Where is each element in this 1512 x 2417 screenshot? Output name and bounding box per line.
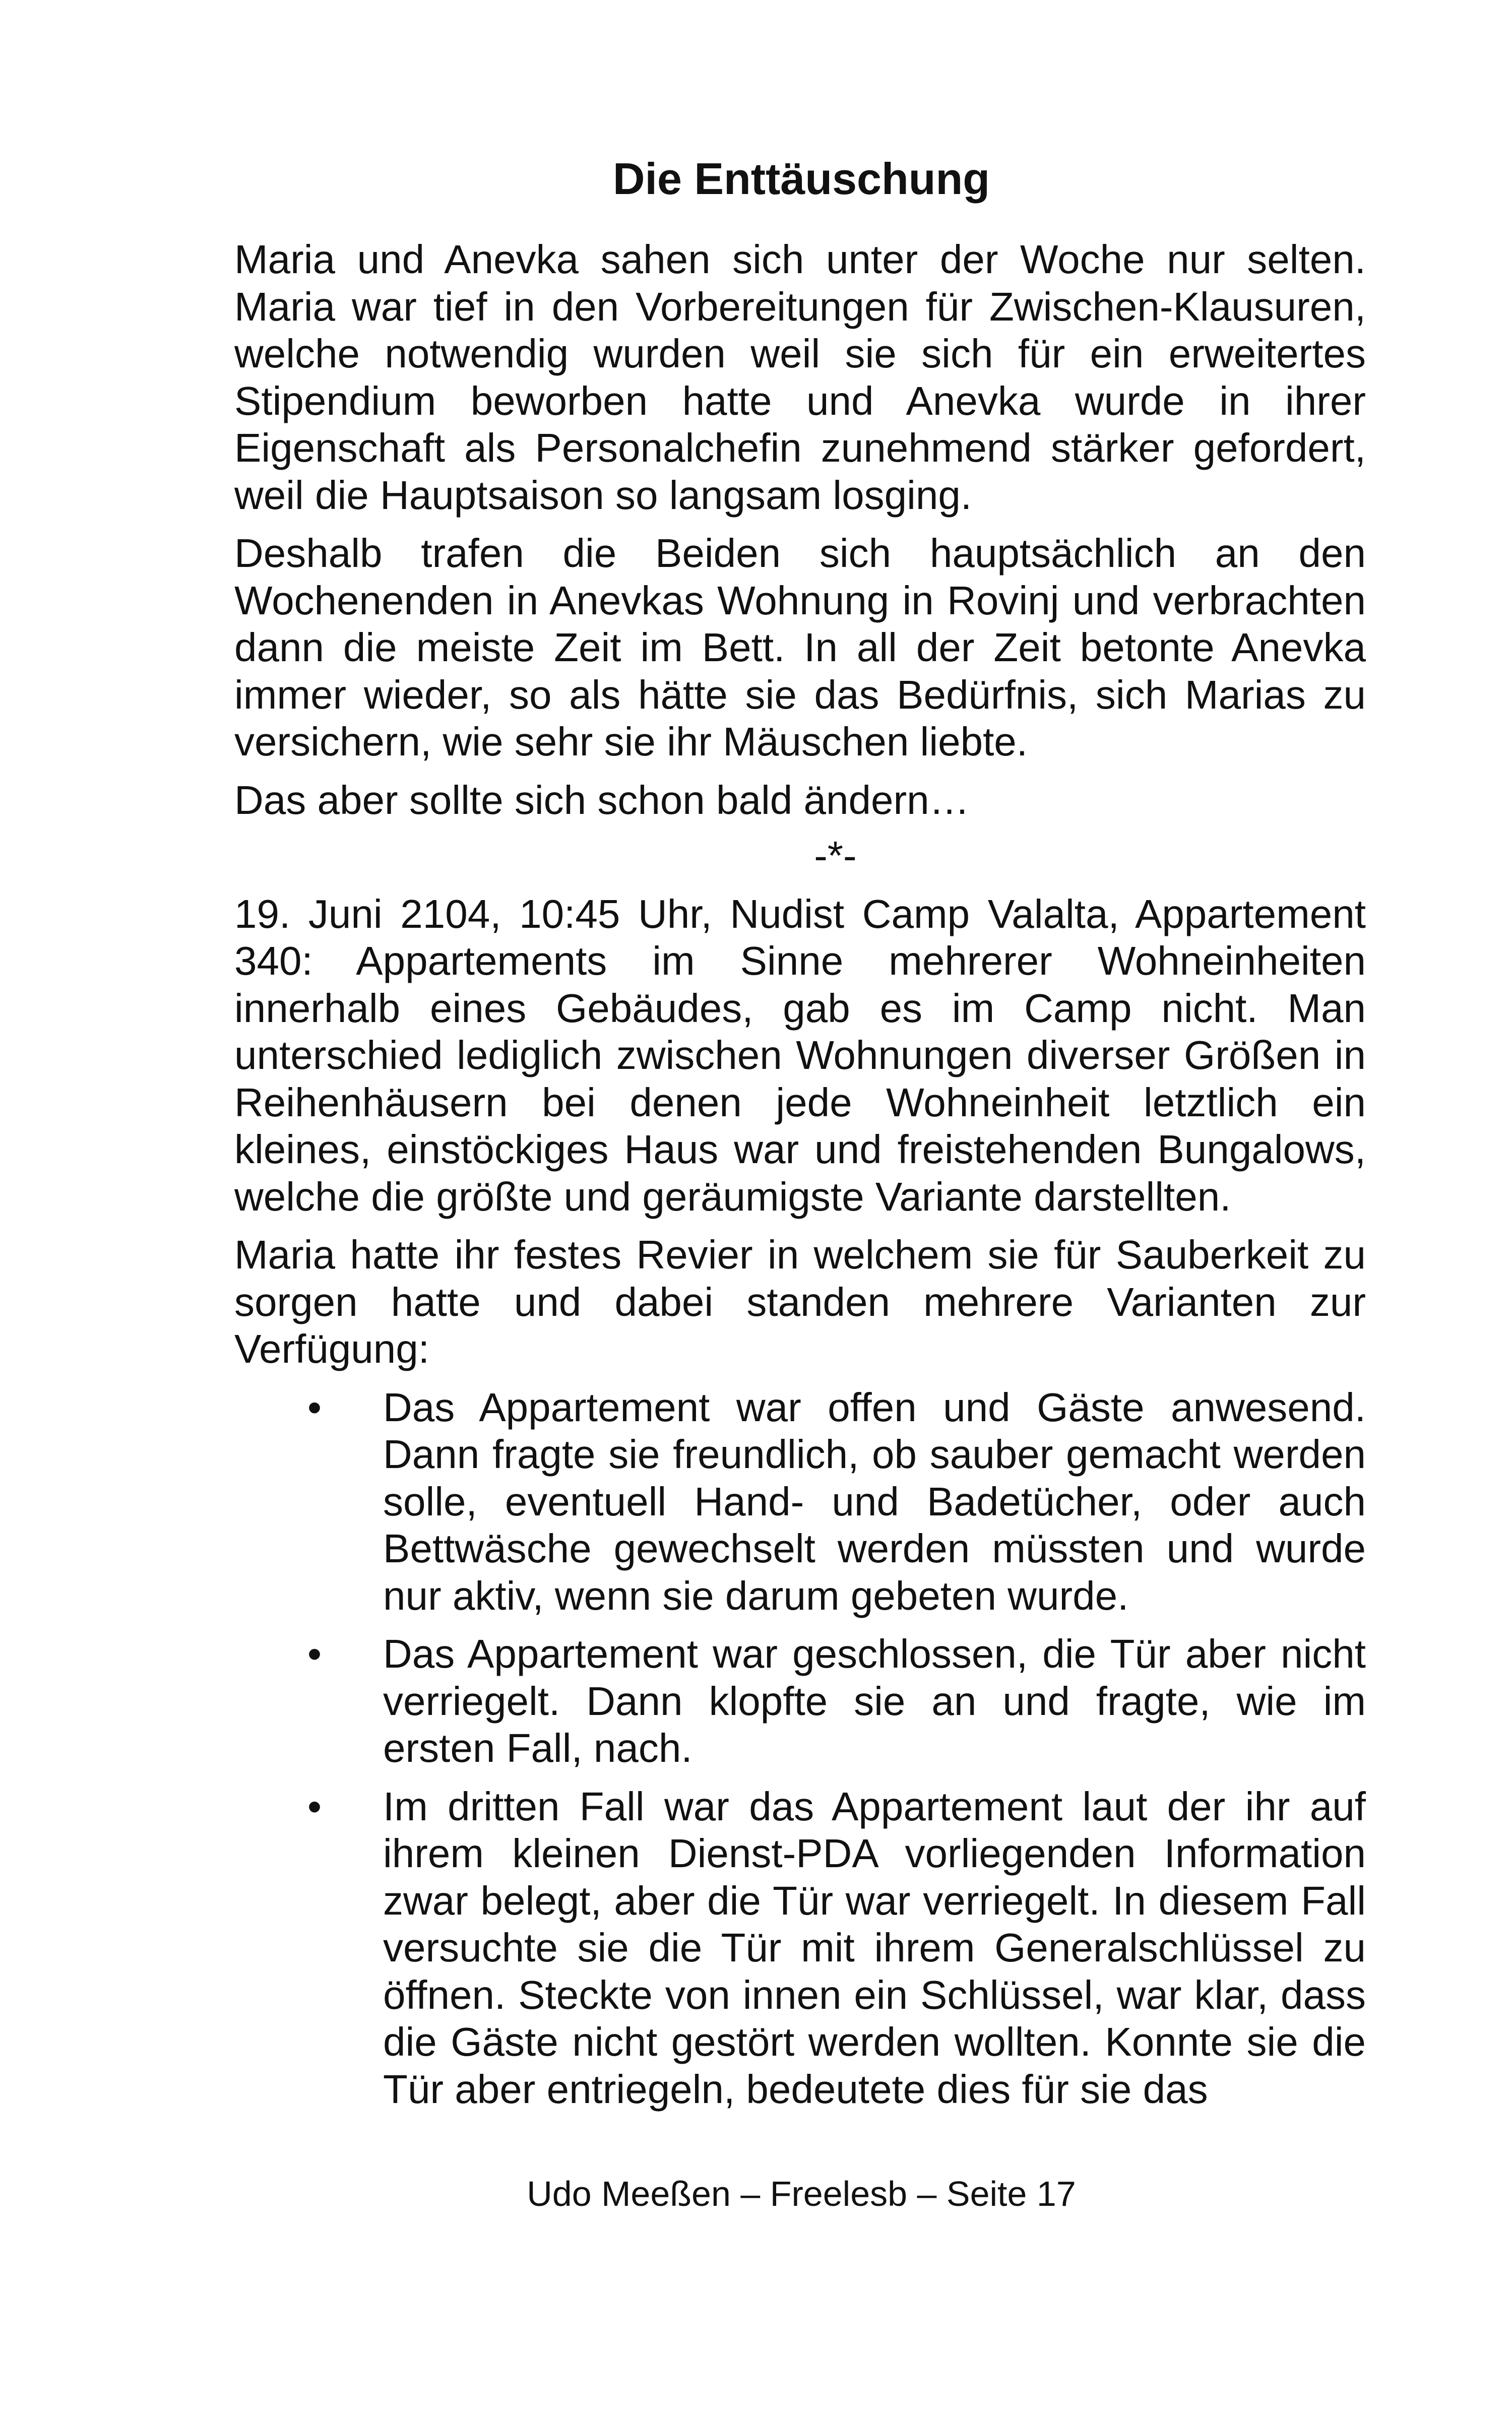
bullet-icon: • [307,1384,322,1430]
list-item [234,1630,1366,1772]
section-separator: -*- [814,833,857,878]
paragraph-5: Maria hatte ihr festes Revier in welchem sie für Sauberkeit zu sorgen hatte und dabei standen mehrere Varianten zur Verfügung: [234,1232,1366,1371]
bullet-list [234,1384,1366,2113]
bullet-icon: • [307,1784,322,1829]
list-item-text: Das Appartement war geschlossen, die Tür aber nicht verriegelt. Dann klopfte sie an und fragte, wie im ersten Fall, nach. [383,1631,1366,1770]
paragraph-1: Maria und Anevka sahen sich unter der Woche nur selten. Maria war tief in den Vorbereitungen für Zwischen-Klausuren, welche notwendig wurden weil sie sich für ein erweitertes Stipendium beworben hatte und Anevka wurde in ihrer Eigenschaft als Personalchefin zunehmend stärker gefordert, weil die Hauptsaison so langsam losging. [234,237,1366,518]
list-item [234,1384,1366,1620]
list-item-text: Im dritten Fall war das Appartement laut der ihr auf ihrem kleinen Dienst-PDA vorliegenden Information zwar belegt, aber die Tür war verriegelt. In diesem Fall versuchte sie die Tür mit ihrem Generalschlüssel zu öffnen. Steckte von innen ein Schlüssel, war klar, dass die Gäste nicht gestört werden wollten. Konnte sie die Tür aber entriegeln, bedeutete dies für sie das [383,1784,1366,2112]
paragraph-2: Deshalb trafen die Beiden sich hauptsächlich an den Wochenenden in Anevkas Wohnung in Rovinj und verbrachten dann die meiste Zeit im Bett. In all der Zeit betonte Anevka immer wieder, so als hätte sie das Bedürfnis, sich Marias zu versichern, wie sehr sie ihr Mäuschen liebte. [234,531,1366,764]
paragraph-4: 19. Juni 2104, 10:45 Uhr, Nudist Camp Valalta, Appartement 340: Appartements im Sinne mehrerer Wohneinheiten innerhalb eines Gebäudes, gab es im Camp nicht. Man unterschied lediglich zwischen Wohnungen diverser Größen in Reihenhäusern bei denen jede Wohneinheit letztlich ein kleines, einstöckiges Haus war und freistehenden Bungalows, welche die größte und geräumigste Variante darstellten. [234,891,1366,1219]
page-body [234,236,1366,2124]
chapter-title: Die Enttäuschung [612,154,990,204]
list-item [234,1783,1366,2113]
list-item-text: Das Appartement war offen und Gäste anwesend. Dann fragte sie freundlich, ob sauber gemacht werden solle, eventuell Hand- und Badetücher, oder auch Bettwäsche gewechselt werden müssten und wurde nur aktiv, wenn sie darum gebeten wurde. [383,1384,1366,1618]
bullet-icon: • [307,1631,322,1676]
page-footer: Udo Meeßen – Freelesb – Seite 17 [527,2174,1076,2213]
paragraph-3: Das aber sollte sich schon bald ändern… [234,777,970,822]
